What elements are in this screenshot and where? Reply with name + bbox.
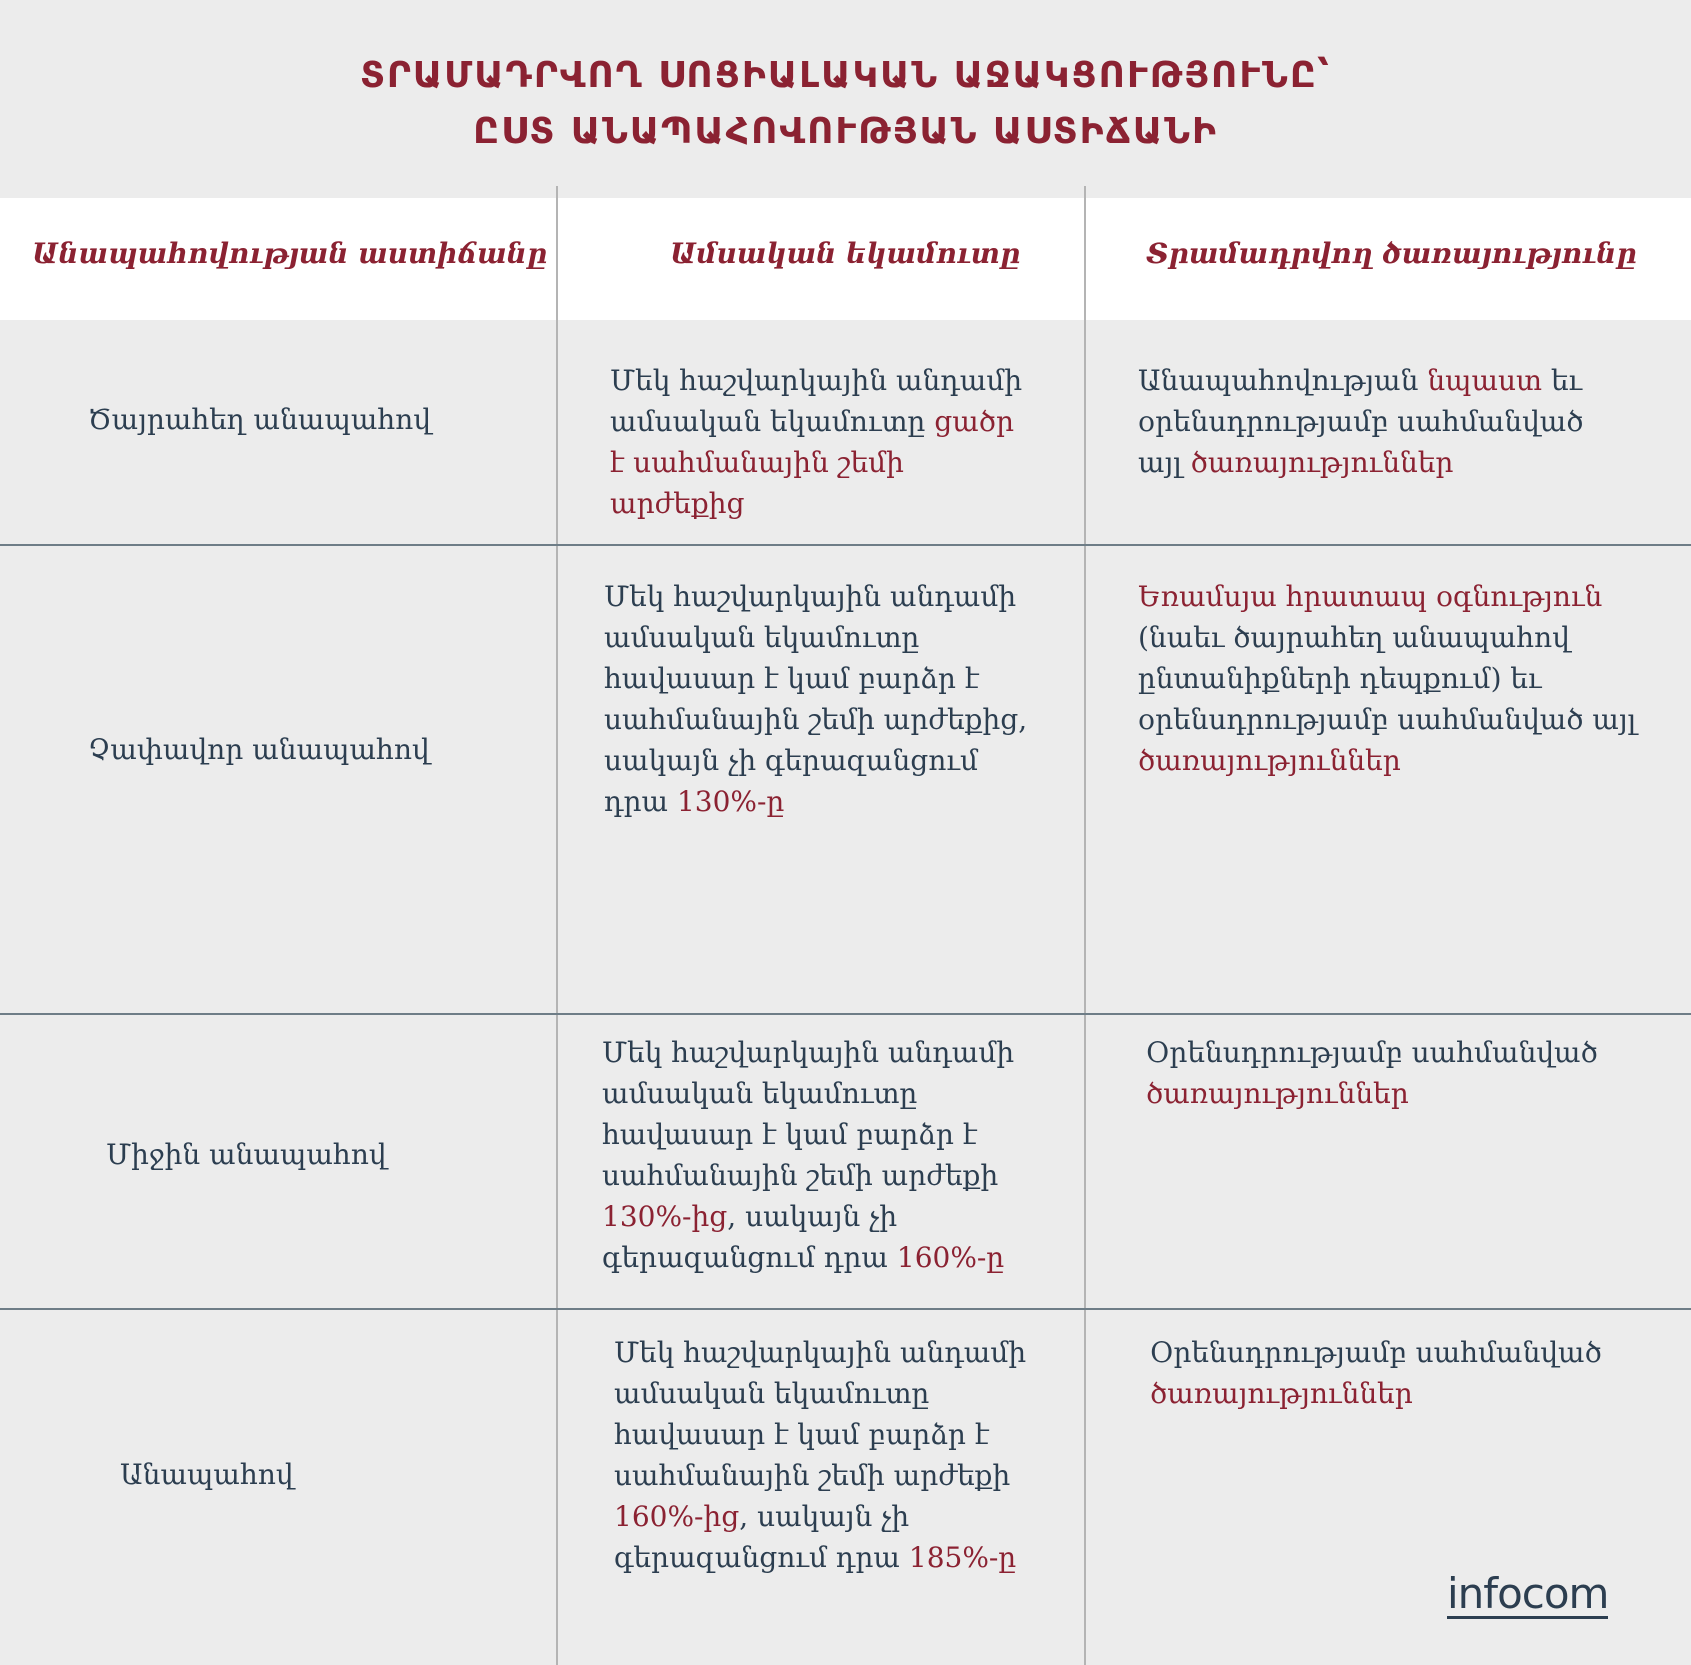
level-extreme: Ծայրահեղ անապահով: [88, 403, 431, 436]
row-divider: [0, 1308, 1691, 1310]
service-cell: Անապահովության նպաստ եւ օրենսդրությամբ սահմանված այլ ծառայություններ: [1138, 364, 1584, 479]
level-poor: Անապահով: [120, 1458, 294, 1491]
income-cell: Մեկ հաշվարկային անդամի ամսական եկամուտը ցածր է սահմանային շեմի արժեքից: [610, 364, 1023, 520]
income-cell: Մեկ հաշվարկային անդամի ամսական եկամուտը հավասար է կամ բարձր է սահմանային շեմի արժեքի 160%-ից, սակայն չի գերազանցում դրա 185%-ը: [614, 1336, 1027, 1574]
table-header: [0, 198, 1691, 320]
service-cell: Եռամսյա հրատապ օգնություն (նաեւ ծայրահեղ անապահով ընտանիքների դեպքում) եւ օրենսդրությամբ սահմանված այլ ծառայություններ: [1138, 580, 1637, 777]
title-line-2: ԸՍՏ ԱՆԱՊԱՀՈՎՈՒԹՅԱՆ ԱՍՏԻՃԱՆԻ: [473, 111, 1218, 152]
header-service: Տրամադրվող ծառայությունը: [1146, 237, 1637, 270]
column-divider: [556, 186, 558, 1665]
row-divider: [0, 544, 1691, 546]
service-cell: Օրենսդրությամբ սահմանված ծառայություններ: [1146, 1036, 1598, 1110]
page-title: [0, 48, 1691, 160]
header-income: Ամսական եկամուտը: [670, 237, 1021, 270]
title-line-1: ՏՐԱՄԱԴՐՎՈՂ ՍՈՑԻԱԼԱԿԱՆ ԱՋԱԿՑՈՒԹՅՈՒՆԸ՝: [359, 55, 1332, 96]
column-divider: [1084, 186, 1086, 1665]
header-level: Անապահովության աստիճանը: [32, 237, 548, 270]
level-moderate: Չափավոր անապահով: [88, 733, 430, 766]
income-cell: Մեկ հաշվարկային անդամի ամսական եկամուտը հավասար է կամ բարձր է սահմանային շեմի արժեքի 130%-ից, սակայն չի գերազանցում դրա 160%-ը: [602, 1036, 1015, 1274]
service-cell: Օրենսդրությամբ սահմանված ծառայություններ: [1150, 1336, 1602, 1410]
infocom-logo: infocom: [1447, 1569, 1609, 1618]
level-medium: Միջին անապահով: [106, 1138, 387, 1171]
row-divider: [0, 1013, 1691, 1015]
income-cell: Մեկ հաշվարկային անդամի ամսական եկամուտը հավասար է կամ բարձր է սահմանային շեմի արժեքից, սակայն չի գերազանցում դրա 130%-ը: [604, 580, 1028, 818]
